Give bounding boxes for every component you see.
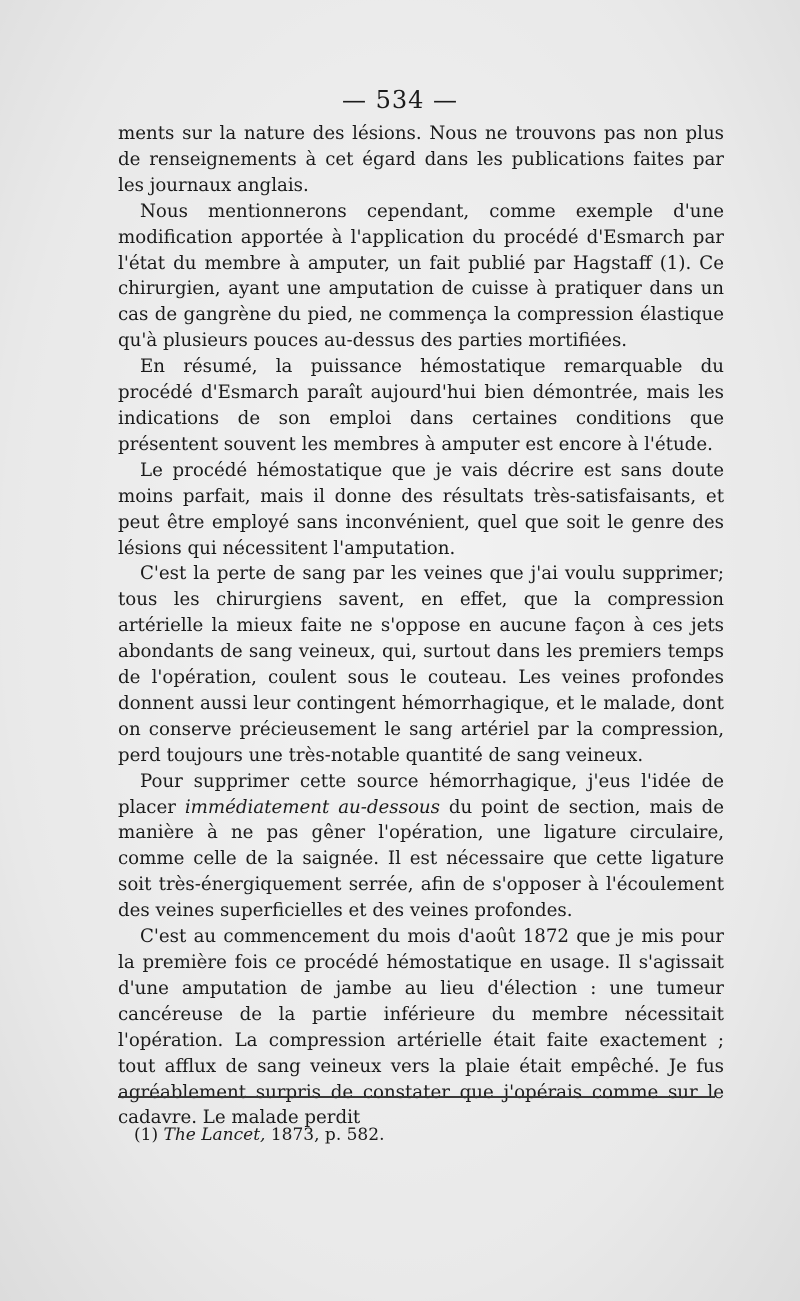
footnote <box>134 1124 384 1146</box>
paragraph-continued: ments sur la nature des lésions. Nous ne trouvons pas non plus de renseignements à cet égard dans les publications faites par les journaux anglais. <box>118 123 724 196</box>
footnote-journal: The Lancet, <box>163 1125 266 1145</box>
ligature-text-end: du point de section, mais de manière à ne pas gêner l'opération, une ligature circulaire, comme celle de la saignée. Il est nécessaire que cette ligature soit très-énergiquement serrée, afin de s'opposer à l'écoulement des veines superficielles et des veines profondes. <box>118 796 724 922</box>
paragraph-procedure: Le procédé hémostatique que je vais décrire est sans doute moins parfait, mais il donne des résultats très-satisfaisants, et peut être employé sans inconvénient, quel que soit le genre des lésions qui nécessitent l'amputation. <box>118 459 724 559</box>
page-number: — 534 — <box>341 86 459 114</box>
main-text <box>118 121 724 1131</box>
ligature-emphasis: immédiatement au-dessous <box>184 796 440 818</box>
paragraph-venous-loss: C'est la perte de sang par les veines que j'ai voulu supprimer; tous les chirurgiens savent, en effet, que la compression artérielle la mieux faite ne s'oppose en aucune façon à ces jets abondants de sang veineux, qui, surtout dans les premiers temps de l'opération, coulent sous le couteau. Les veines profondes donnent aussi leur contingent hémorrhagique, et le malade, dont on conserve précieusement le sang artériel par la compression, perd toujours une très-notable quantité de sang veineux. <box>118 563 724 766</box>
paragraph-hagstaff: Nous mentionnerons cependant, comme exemple d'une modification apportée à l'application du procédé d'Esmarch par l'état du membre à amputer, un fait publié par Hagstaff (1). Ce chirurgien, ayant une amputation de cuisse à pratiquer dans un cas de gangrène du pied, ne commença la compression élastique qu'à plusieurs pouces au-dessus des parties mortifiées. <box>118 200 724 352</box>
ligature-text-start: Pour supprimer cette source hémorrhagique, j'eus l'idée de placer <box>118 770 724 818</box>
footnote-marker: (1) <box>134 1125 159 1145</box>
footnote-divider <box>118 1096 715 1098</box>
paragraph-first-use: C'est au commencement du mois d'août 1872 que je mis pour la première fois ce procédé hémostatique en usage. Il s'agissait d'une amputation de jambe au lieu d'élection : une tumeur cancéreuse de la partie inférieure du membre nécessitait l'opération. La compression artérielle était faite exactement ; tout afflux de sang veineux vers la plaie était empêché. Je fus agréablement surpris de constater que j'opérais comme sur le cadavre. Le malade perdit <box>118 926 724 1129</box>
paragraph-ligature <box>118 769 724 924</box>
footnote-reference: 1873, p. 582. <box>270 1125 385 1145</box>
paragraph-summary: En résumé, la puissance hémostatique remarquable du procédé d'Esmarch paraît aujourd'hui bien démontrée, mais les indications de son emploi dans certaines conditions que présentent souvent les membres à amputer est encore à l'étude. <box>118 356 724 455</box>
